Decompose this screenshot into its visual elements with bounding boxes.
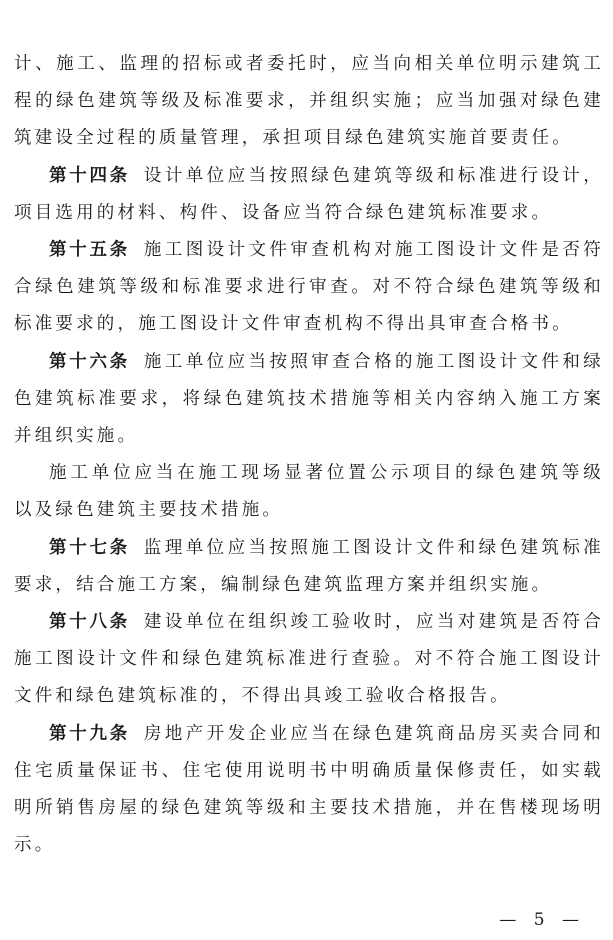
paragraph-text: 设计单位应当按照绿色建筑等级和标准进行设计，项目选用的材料、构件、设备应当符合绿色建筑标准要求。 [14, 165, 605, 223]
article-17 [14, 530, 604, 604]
article-14 [14, 158, 604, 232]
paragraph-text: 施工单位应当在施工现场显著位置公示项目的绿色建筑等级以及绿色建筑主要技术措施。 [14, 463, 604, 521]
paragraph-text: 监理单位应当按照施工图设计文件和绿色建筑标准要求，结合施工方案，编制绿色建筑监理方案并组织实施。 [14, 537, 605, 595]
article-15 [14, 232, 604, 344]
paragraph-text: 建设单位在组织竣工验收时，应当对建筑是否符合施工图设计文件和绿色建筑标准进行查验。对不符合施工图设计文件和绿色建筑标准的，不得出具竣工验收合格报告。 [14, 612, 605, 707]
paragraph-text: 施工单位应当按照审查合格的施工图设计文件和绿色建筑标准要求，将绿色建筑技术措施等相关内容纳入施工方案并组织实施。 [14, 351, 605, 447]
paragraph-continuation [14, 46, 604, 158]
paragraph-text: 计、施工、监理的招标或者委托时，应当向相关单位明示建筑工程的绿色建筑等级及标准要求，并组织实施；应当加强对绿色建筑建设全过程的质量管理，承担项目绿色建筑实施首要责任。 [14, 54, 604, 149]
article-number: 第十八条 [49, 612, 130, 633]
article-number: 第十五条 [49, 240, 130, 261]
article-number: 第十四条 [49, 165, 130, 186]
article-number: 第十六条 [49, 351, 130, 372]
paragraph-text: 施工图设计文件审查机构对施工图设计文件是否符合绿色建筑等级和标准要求进行审查。对不符合绿色建筑等级和标准要求的，施工图设计文件审查机构不得出具审查合格书。 [14, 240, 605, 335]
paragraph-text: 房地产开发企业应当在绿色建筑商品房买卖合同和住宅质量保证书、住宅使用说明书中明确质量保修责任，如实载明所销售房屋的绿色建筑等级和主要技术措施，并在售楼现场明示。 [14, 723, 605, 856]
body-text [14, 46, 604, 864]
article-16 [14, 344, 604, 456]
article-number: 第十九条 [49, 723, 130, 744]
article-number: 第十七条 [49, 537, 130, 558]
article-18 [14, 604, 604, 716]
page-number: — 5 — [499, 910, 585, 930]
article-19 [14, 716, 604, 865]
article-16-clause-2 [14, 455, 604, 529]
